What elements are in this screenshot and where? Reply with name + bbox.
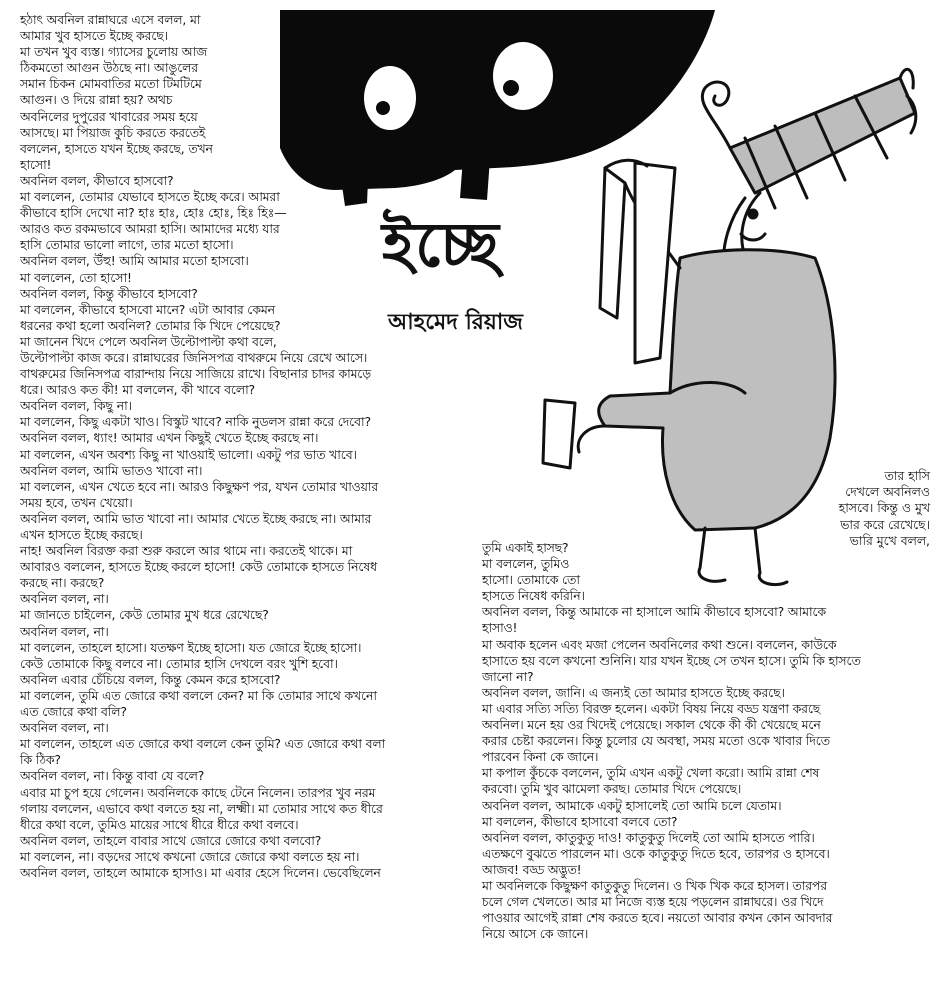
story-line: মা বললেন, এখন অবশ্য কিছু না খাওয়াই ভালো। একটু পর ভাত খাবে। [20, 446, 357, 462]
story-line: পারবেন কিনা কে জানে। [482, 749, 599, 765]
story-line: হঠাৎ অবনিল রান্নাঘরে এসে বলল, মা [20, 12, 201, 27]
story-line: মা বললেন, কিছু একটা খাও। বিস্কুট খাবে? নাকি নুডলস রান্না করে দেবো? [20, 414, 371, 430]
story-line: মা তখন খুব ব্যস্ত। গ্যাসের চুলোয় আজ [20, 44, 207, 60]
story-line: কেউ তোমাকে কিছু বলবে না। তোমার হাসি দেখলে বরং খুশি হবো। [20, 655, 338, 671]
story-line: আজব! বড্ড অদ্ভুত! [482, 861, 582, 877]
story-line: করবো। তুমি খুব ঝামেলা করছ। তোমার খিদে পেয়েছে। [482, 781, 742, 797]
story-line: অবনিল। মনে হয় ওর খিদেই পেয়েছে। সকাল থেকে কী কী খেয়েছে মনে [482, 717, 821, 733]
story-line: আবারও বললেন, হাসতে ইচ্ছে করলে হাসো! কেউ তোমাকে হাসতে নিষেধ [20, 559, 377, 575]
story-line: বাথরুমের জিনিসপত্র বারান্দায় নিয়ে সাজিয়ে রাখে। বিছানার চাদর কামড়ে [20, 366, 371, 382]
story-line: মা কপাল কুঁচকে বললেন, তুমি এখন একটু খেলা করো। আমি রান্না শেষ [482, 765, 820, 781]
story-line: অবনিল বলল, উঁহু! আমি আমার মতো হাসবো। [20, 253, 249, 269]
story-line: অবনিল বলল, আমাকে একটু হাসালেই তো আমি চলে যেতাম। [482, 797, 782, 813]
caption-line: হাসবে। কিন্তু ও মুখ [838, 500, 930, 516]
story-line: হাসাও! [482, 620, 518, 636]
story-line: ধীরে কথা বলে, তুমিও মায়ের সাথে ধীরে ধীরে কথা বলবে। [20, 816, 299, 832]
story-line: করার চেষ্টা করলেন। কিন্তু চুলোর যে অবস্থা, সময় মতো ওকে খাবার দিতে [482, 733, 830, 749]
story-line: পাওয়ার আগেই রান্না শেষ করতে হবে। নয়তো আবার কখন কোন আবদার [482, 910, 833, 926]
caption-line: ভার করে রেখেছে। [840, 516, 930, 532]
caption-line: দেখলে অবনিলও [845, 484, 930, 500]
illustration-caption [770, 468, 930, 549]
story-line: করছে না। করছে? [20, 575, 105, 591]
story-line: অবনিল বলল, না। কিন্তু বাবা যে বলে? [20, 768, 205, 784]
caption-line: ভারি মুখে বলল, [849, 532, 930, 548]
story-line: অবনিল বলল, কিন্তু আমাকে না হাসালে আমি কীভাবে হাসবো? আমাকে [482, 604, 826, 620]
story-line: অবনিল এবার চেঁচিয়ে বলল, কিন্তু কেমন করে হাসবো? [20, 671, 281, 687]
story-line: অবনিল বলল, আমি ভাত খাবো না। আমার খেতে ইচ্ছে করছে না। আমার [20, 510, 372, 526]
story-line: অবনিলের দুপুরের খাবারের সময় হয়ে [20, 108, 198, 124]
story-line: হাসাতে হয় বলে কখনো শুনিনি। যার যখন ইচ্ছে সে তখন হাসে। তুমি কি হাসতে [482, 652, 861, 668]
story-line: মা অবনিলকে কিছুক্ষণ কাতুকুতু দিলেন। ও খিক খিক করে হাসল। তারপর [482, 877, 827, 893]
story-line: উল্টোপাল্টা কাজ করে। রান্নাঘরের জিনিসপত্র বাথরুমে নিয়ে রেখে আসে। [20, 349, 368, 365]
story-line: অবনিল বলল, না। [20, 720, 109, 736]
story-line: জানো না? [482, 668, 534, 684]
story-line: অবনিল বলল, আমি ভাতও খাবো না। [20, 462, 203, 478]
story-line: মা বললেন, তুমি এত জোরে কথা বললে কেন? মা কি তোমার সাথে কখনো [20, 687, 377, 703]
story-line: অবনিল বলল, ধ্যাং! আমার এখন কিছুই খেতে ইচ্ছে করছে না। [20, 430, 319, 446]
story-column-left [20, 12, 472, 881]
story-line: বললেন, হাসতে যখন ইচ্ছে করছে, তখন [20, 140, 213, 156]
story-line: ধরে। আরও কত কী! মা বললেন, কী খাবে বলো? [20, 382, 255, 398]
story-line: সমান চিকন মোমবাতির মতো টিমটিমে [20, 76, 202, 92]
story-line: মা বললেন, তুমিও [482, 556, 570, 572]
story-line: অবনিল বলল, কিন্তু কীভাবে হাসবো? [20, 285, 198, 301]
story-line: মা জানেন খিদে পেলে অবনিল উল্টোপাল্টা কথা বলে, [20, 333, 277, 349]
story-line: মা বললেন, তাহলে হাসো। যতক্ষণ ইচ্ছে হাসো। যত জোরে ইচ্ছে হাসো। [20, 639, 362, 655]
story-line: মা বললেন, না। বড়দের সাথে কখনো জোরে জোরে কথা বলতে হয় না। [20, 848, 360, 864]
story-line: হাসো। তোমাকে তো [482, 572, 580, 588]
story-line: অবনিল বলল, কীভাবে হাসবো? [20, 172, 174, 188]
story-line: মা এবার সত্যি সত্যি বিরক্ত হলেন। একটা বিষয় নিয়ে বড্ড যন্ত্রণা করছে [482, 700, 821, 716]
story-line: আগুন। ও দিয়ে রান্না হয়? অথচ [20, 92, 173, 108]
story-line: গলায় বললেন, এভাবে কথা বলতে হয় না, লক্ষ্মী। মা তোমার সাথে কত ধীরে [20, 800, 383, 816]
story-line: চলে গেল খেলতে। আর মা নিজে ব্যস্ত হয়ে পড়লেন রান্নাঘরে। ওর খিদে [482, 894, 824, 910]
story-line: মা জানতে চাইলেন, কেউ তোমার মুখ ধরে রেখেছে? [20, 607, 269, 623]
story-line: মা বললেন, কীভাবে হাসবো মানে? এটা আবার কেমন [20, 301, 275, 317]
story-line: হাসো! [20, 156, 52, 172]
story-line: এবার মা চুপ হয়ে গেলেন। অবনিলকে কাছে টেনে নিলেন। তারপর খুব নরম [20, 784, 376, 800]
story-line: মা বললেন, তোমার যেভাবে হাসতে ইচ্ছে করে। আমরা [20, 189, 280, 205]
story-line: এতক্ষণে বুঝতে পারলেন মা। ওকে কাতুকুতু দিতে হবে, তারপর ও হাসবে। [482, 845, 830, 861]
story-line: মা বললেন, এখন খেতে হবে না। আরও কিছুক্ষণ পর, যখন তোমার খাওয়ার [20, 478, 379, 494]
story-line: অবনিল বলল, কিছু না। [20, 398, 132, 414]
story-line: ধরনের কথা হলো অবনিল? তোমার কি খিদে পেয়েছে? [20, 317, 281, 333]
story-line: অবনিল বলল, তাহলে বাবার সাথে জোরে জোরে কথা বলবো? [20, 832, 322, 848]
story-line: তুমি একাই হাসছ? [482, 540, 569, 555]
story-line: অবনিল বলল, না। [20, 623, 109, 639]
story-line: আসছে। মা পিয়াজ কুচি করতে করতেই [20, 124, 206, 140]
story-line: মা বললেন, কীভাবে হাসাবো বলবে তো? [482, 813, 678, 829]
caption-line: তার হাসি [884, 468, 930, 483]
story-title: ইচ্ছে [382, 208, 500, 281]
story-author: আহমেদ রিয়াজ [388, 309, 523, 335]
story-line: হাসি তোমার ভালো লাগে, তার মতো হাসো। [20, 237, 234, 253]
story-line: আমার খুব হাসতে ইচ্ছে করছে। [20, 28, 168, 44]
story-line: মা বললেন, তাহলে এত জোরে কথা বললে কেন তুমি? এত জোরে কথা বলা [20, 736, 386, 752]
story-line: মা বললেন, তো হাসো! [20, 269, 132, 285]
story-line: অবনিল বলল, জানি। এ জন্যই তো আমার হাসতে ইচ্ছে করছে। [482, 684, 785, 700]
story-line: হাসতে নিষেধ করিনি। [482, 588, 585, 604]
story-line: আরও কত রকমভাবে আমরা হাসি। আমাদের মধ্যে যার [20, 221, 280, 237]
story-line: মা অবাক হলেন এবং মজা পেলেন অবনিলের কথা শুনে। বললেন, কাউকে [482, 636, 837, 652]
story-line: অবনিল বলল, না। [20, 591, 109, 607]
story-line: সময় হবে, তখন খেয়ো। [20, 494, 133, 510]
story-line: এত জোরে কথা বলি? [20, 704, 127, 720]
story-line: নাহ! অবনিল বিরক্ত করা শুরু করলে আর থামে না। করতেই থাকে। মা [20, 543, 353, 559]
story-line: কীভাবে হাসি দেখো না? হাঃ হাঃ, হোঃ হোঃ, হিঃ হিঃ— [20, 205, 287, 221]
story-line: এখন হাসতে ইচ্ছে করছে। [20, 527, 143, 542]
story-line: ঠিকমতো আগুন উঠছে না। আঙুলের [20, 60, 198, 76]
story-line: অবনিল বলল, তাহলে আমাকে হাসাও। মা এবার হেসে দিলেন। ভেবেছিলেন [20, 864, 381, 880]
story-line: অবনিল বলল, কাতুকুতু দাও! কাতুকুতু দিলেই তো আমি হাসতে পারি। [482, 829, 815, 845]
story-line: নিয়ে আসে কে জানে। [482, 926, 589, 942]
story-line: কি ঠিক? [20, 752, 61, 768]
story-column-right [482, 540, 922, 942]
